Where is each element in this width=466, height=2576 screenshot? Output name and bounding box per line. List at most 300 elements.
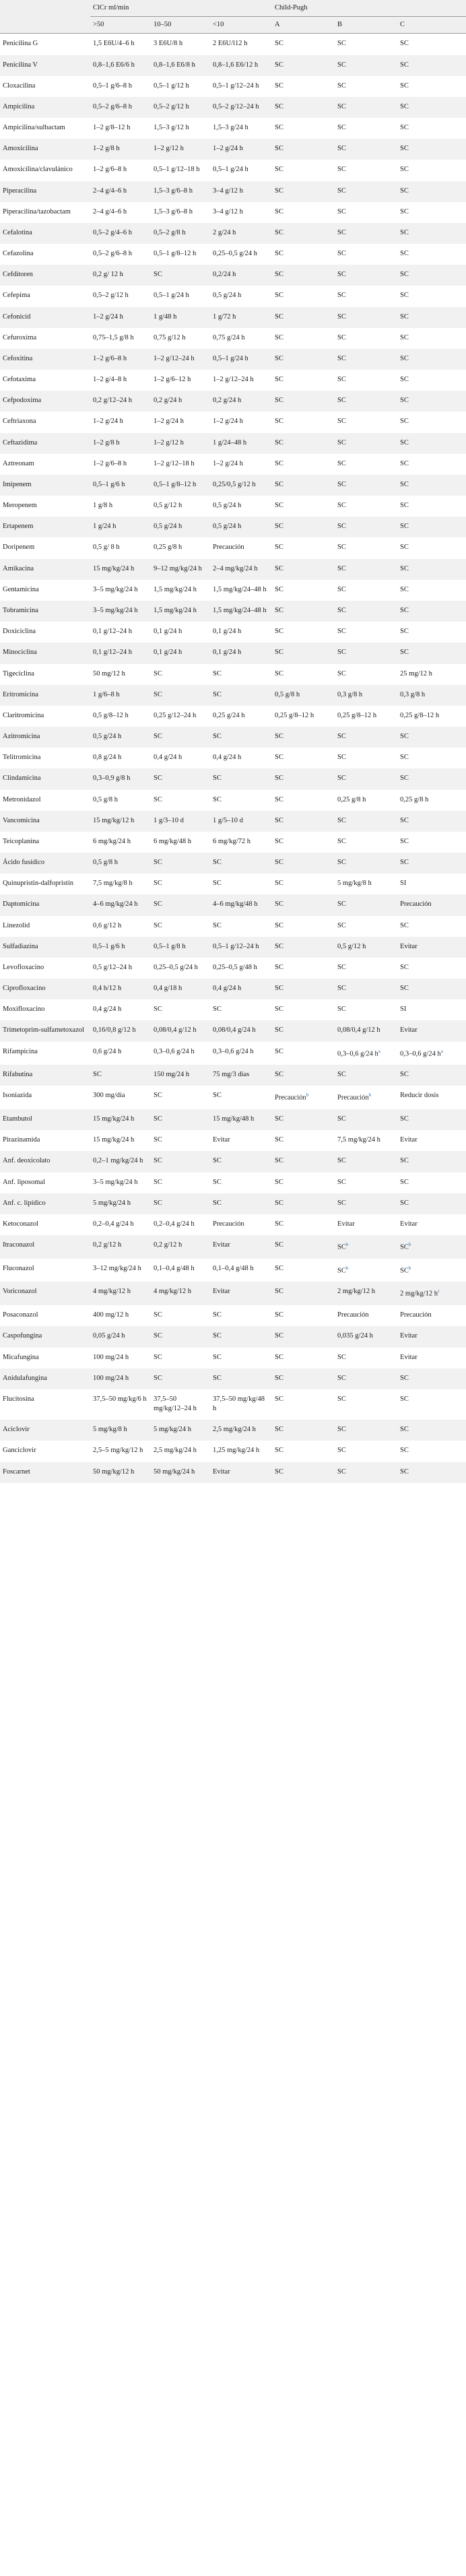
dose-cell [90, 664, 151, 685]
dose-cell [335, 768, 397, 789]
dose-cell [335, 1259, 397, 1282]
dose-value: SC [213, 1178, 222, 1186]
dose-value: 1–2 g/24 h [154, 418, 184, 426]
drug-name: Sulfadiazina [0, 937, 90, 958]
dose-cell [335, 244, 397, 265]
dose-cell [151, 937, 210, 958]
dose-cell [335, 454, 397, 475]
dose-value: 300 mg/día [93, 1092, 125, 1100]
dose-cell [335, 265, 397, 286]
dose-cell [90, 1462, 151, 1483]
dose-cell [151, 349, 210, 370]
dose-cell [335, 433, 397, 454]
dose-value: SC [337, 1426, 346, 1434]
dose-cell [151, 790, 210, 811]
dose-value: 1–2 g/12–24 h [213, 376, 254, 384]
dose-value: 7,5 mg/kg/24 h [337, 1136, 380, 1144]
dose-cell [151, 1130, 210, 1151]
dose-cell [397, 475, 466, 496]
dose-value: SC [213, 669, 222, 678]
footnote-ref[interactable] [441, 1047, 443, 1054]
drug-name: Ampicilina [0, 97, 90, 118]
dose-cell [210, 768, 272, 789]
dose-value: SC [337, 376, 346, 384]
dose-cell [272, 537, 335, 558]
drug-name: Trimetoprim-sulfametoxazol [0, 1020, 90, 1041]
dose-value: 2 g/24 h [213, 228, 236, 236]
dose-value: SC [400, 124, 409, 132]
drug-name: Meropenem [0, 496, 90, 517]
dose-cell [397, 139, 466, 160]
dose-value: SC [275, 166, 284, 174]
dose-value: SC [337, 312, 346, 321]
dose-value: SC [275, 376, 284, 384]
dose-value: SC [337, 669, 346, 678]
table-row [0, 1151, 466, 1172]
dose-cell [272, 34, 335, 55]
table-row [0, 727, 466, 748]
dose-cell [272, 1368, 335, 1389]
dose-value: 0,25 g/24 h [213, 711, 245, 719]
dose-cell [272, 1462, 335, 1483]
dose-cell [397, 937, 466, 958]
dose-value: 1,5 mg/kg/24 h [154, 585, 197, 593]
dose-cell [272, 517, 335, 537]
dose-cell [335, 1389, 397, 1420]
table-row [0, 580, 466, 601]
dose-value: 0,2 g/ 12 h [93, 271, 123, 279]
drug-name: Rifabutina [0, 1065, 90, 1086]
drug-name: Anidulafungina [0, 1368, 90, 1389]
table-row [0, 160, 466, 180]
dose-cell [90, 832, 151, 853]
footnote-ref[interactable] [378, 1047, 380, 1054]
dose-value: SC [337, 1395, 346, 1403]
dose-value: 0,8–1,6 E6/6 h [93, 61, 135, 69]
dose-value: SC [275, 1311, 284, 1319]
dose-cell [90, 748, 151, 768]
drug-name: Ácido fusídico [0, 853, 90, 873]
dose-cell [397, 685, 466, 706]
footnote-ref[interactable] [346, 1241, 349, 1247]
dose-value: 1 g/8 h [93, 502, 113, 510]
dose-value: 0,75–1,5 g/8 h [93, 333, 134, 341]
dose-cell [335, 642, 397, 663]
dose-cell [210, 1462, 272, 1483]
dose-cell [210, 748, 272, 768]
dose-cell [397, 265, 466, 286]
dose-value: Evitar [213, 1467, 230, 1476]
dose-cell [335, 496, 397, 517]
dose-cell [397, 1348, 466, 1368]
table-row [0, 999, 466, 1020]
drug-name: Aciclovir [0, 1420, 90, 1441]
dose-value: 50 mg/kg/12 h [93, 1467, 135, 1476]
dose-cell [397, 391, 466, 411]
table-row [0, 1065, 466, 1086]
footnote-link[interactable]: c [438, 1288, 440, 1294]
dose-cell [397, 706, 466, 727]
dose-value: SC [275, 207, 284, 216]
dose-value: 0,1 g/24 h [213, 649, 242, 657]
footnote-link[interactable]: b [345, 1265, 349, 1271]
dose-value: Evitar [400, 1026, 418, 1034]
table-row [0, 1389, 466, 1420]
dose-cell [90, 1368, 151, 1389]
drug-name: Minociclina [0, 642, 90, 663]
dose-value: SC [154, 859, 162, 867]
dose-value: 1,5 mg/kg/24–48 h [213, 585, 267, 593]
dose-value: 0,2–0,4 g/24 h [93, 1220, 134, 1228]
dose-value: SC [400, 61, 409, 69]
dose-value: Evitar [400, 1136, 418, 1144]
dose-cell [272, 706, 335, 727]
dose-value: 0,2–1 mg/kg/24 h [93, 1157, 143, 1165]
dose-value: SC [275, 733, 284, 741]
dose-value: SC [337, 1243, 346, 1251]
dose-value: SC [337, 1157, 346, 1165]
dose-value: Evitar [337, 1220, 355, 1228]
dose-value: 4 mg/kg/12 h [93, 1288, 131, 1296]
drug-name: Azitromicina [0, 727, 90, 748]
dose-value: SC [154, 271, 162, 279]
dose-value: 2,5 mg/kg/24 h [154, 1447, 197, 1455]
dose-cell [90, 349, 151, 370]
dose-cell [272, 139, 335, 160]
drug-name: Clindamicina [0, 768, 90, 789]
drug-name: Piperacilina/tazobactam [0, 202, 90, 223]
dose-value: SC [275, 1447, 284, 1455]
footnote-link[interactable]: a [378, 1048, 380, 1054]
dose-value: 0,25 g/8–12 h [400, 711, 440, 719]
footnote-ref[interactable] [346, 1264, 349, 1271]
dose-value: SC [154, 1005, 162, 1014]
table-row [0, 811, 466, 832]
dose-value: SC [337, 418, 346, 426]
dose-cell [397, 118, 466, 139]
dose-value: 0,5–1 g/8–12 h [154, 480, 197, 488]
footnote-ref[interactable] [409, 1241, 411, 1247]
dose-cell [210, 1130, 272, 1151]
dose-cell [272, 223, 335, 244]
drug-name: Linezolid [0, 916, 90, 937]
dose-value: SC [213, 1005, 222, 1014]
dose-cell [272, 244, 335, 265]
dose-value: 0,5–2 g/12 h [154, 102, 189, 110]
dose-cell [210, 1259, 272, 1282]
footnote-link[interactable]: b [368, 1092, 372, 1098]
table-row [0, 937, 466, 958]
dose-cell [151, 328, 210, 349]
dose-value: SC [275, 628, 284, 636]
dose-value: SC [400, 228, 409, 236]
dose-value: 1–2 g/8 h [93, 438, 120, 447]
dose-value: 0,5–1 g/6 h [93, 480, 125, 488]
dose-value: SC [154, 880, 162, 888]
dose-cell [397, 349, 466, 370]
dose-cell [397, 748, 466, 768]
dose-value: SC [337, 354, 346, 362]
dose-cell [335, 349, 397, 370]
dose-cell [272, 433, 335, 454]
dose-cell [335, 1173, 397, 1193]
dose-value: SC [154, 774, 162, 783]
dose-cell [210, 286, 272, 306]
dose-cell [151, 1235, 210, 1259]
dose-cell [397, 370, 466, 391]
header-empty-cell [0, 17, 90, 34]
footnote-link[interactable]: b [345, 1242, 349, 1248]
dose-cell [210, 1214, 272, 1235]
dose-value: SC [275, 1005, 284, 1014]
table-row [0, 1441, 466, 1461]
dose-cell [210, 811, 272, 832]
dose-value: 3–4 g/12 h [213, 187, 243, 195]
dose-value: SC [213, 921, 222, 929]
table-row [0, 1235, 466, 1259]
dose-cell [397, 97, 466, 118]
dose-cell [90, 244, 151, 265]
dose-value: SC [275, 1157, 284, 1165]
drug-name: Ganciclovir [0, 1441, 90, 1461]
dose-value: SC [400, 502, 409, 510]
dose-cell [90, 1130, 151, 1151]
drug-name: Imipenem [0, 475, 90, 496]
dose-cell [90, 601, 151, 622]
dose-cell [335, 286, 397, 306]
dose-value: 0,3 g/8 h [337, 690, 363, 698]
dose-value: SC [213, 1092, 222, 1100]
dose-value: SC [400, 1467, 409, 1476]
dose-value: 1,5 E6U/4–6 h [93, 40, 135, 48]
dose-cell [90, 937, 151, 958]
dose-cell [397, 1368, 466, 1389]
dose-cell [397, 559, 466, 580]
table-row [0, 916, 466, 937]
dose-value: 1–2 g/24 h [213, 459, 243, 467]
dose-cell [90, 1389, 151, 1420]
dose-value: SC [337, 1467, 346, 1476]
dose-value: SC [337, 1005, 346, 1014]
dose-value: 100 mg/24 h [93, 1353, 129, 1361]
dose-cell [210, 202, 272, 223]
dose-value: 3–5 mg/kg/24 h [93, 606, 138, 614]
dose-cell [210, 873, 272, 894]
dose-cell [335, 580, 397, 601]
dose-cell [151, 411, 210, 432]
dose-cell [210, 76, 272, 97]
dose-cell [397, 517, 466, 537]
dose-cell [335, 391, 397, 411]
dose-cell [210, 958, 272, 979]
table-row [0, 1193, 466, 1214]
header-col: C [397, 17, 466, 34]
dose-cell [151, 223, 210, 244]
dose-cell [210, 537, 272, 558]
dose-cell [335, 1235, 397, 1259]
dose-cell [210, 1109, 272, 1130]
dose-cell [335, 1193, 397, 1214]
dose-value: SC [337, 1199, 346, 1207]
footnote-ref[interactable] [306, 1091, 309, 1098]
dose-value: SC [400, 1071, 409, 1079]
drug-name: Foscarnet [0, 1462, 90, 1483]
dose-cell [335, 685, 397, 706]
dose-cell [151, 1109, 210, 1130]
dose-cell [210, 496, 272, 517]
dose-cell [272, 727, 335, 748]
dose-cell [272, 454, 335, 475]
dose-value: SC [337, 166, 346, 174]
dose-cell [90, 768, 151, 789]
dose-cell [272, 160, 335, 180]
dose-value: 0,25 g/8 h [337, 795, 366, 803]
dose-cell [397, 601, 466, 622]
dose-cell [210, 790, 272, 811]
dose-value: SC [275, 1136, 284, 1144]
footnote-ref[interactable] [369, 1091, 372, 1098]
dose-cell [210, 97, 272, 118]
dose-value: 1,5–3 g/24 h [213, 124, 248, 132]
dose-value: SC [400, 1115, 409, 1123]
table-row [0, 1326, 466, 1347]
dose-cell [335, 832, 397, 853]
dose-value: SC [337, 585, 346, 593]
dose-value: 0,3–0,6 g/24 h [400, 1050, 441, 1058]
dose-cell [397, 244, 466, 265]
dose-cell [397, 1441, 466, 1461]
dose-cell [90, 1235, 151, 1259]
table-row [0, 454, 466, 475]
dose-value: 0,5–1 g/12–24 h [213, 942, 259, 950]
dose-cell [151, 1086, 210, 1109]
dose-cell [210, 433, 272, 454]
drug-name: Daptomicina [0, 894, 90, 915]
dose-value: SC [275, 480, 284, 488]
dose-value: 0,5 g/24 h [93, 733, 122, 741]
dose-value: SC [400, 733, 409, 741]
dose-cell [210, 118, 272, 139]
dose-value: 0,2 g/24 h [154, 397, 182, 405]
dose-value: SC [213, 1157, 222, 1165]
dose-cell [210, 706, 272, 727]
dose-value: SC [400, 250, 409, 258]
dose-cell [90, 727, 151, 748]
dose-value: 0,2/24 h [213, 271, 236, 279]
dose-value: SC [275, 1353, 284, 1361]
dose-cell [272, 979, 335, 999]
dose-cell [272, 853, 335, 873]
footnote-ref[interactable] [438, 1287, 440, 1294]
dose-value: 0,2 g/24 h [213, 397, 242, 405]
dose-cell [272, 202, 335, 223]
dose-cell [210, 1348, 272, 1368]
dose-value: 3–4 g/12 h [213, 207, 243, 216]
dose-value: 1,5 mg/kg/24 h [154, 606, 197, 614]
dose-value: Precaución [400, 1311, 432, 1319]
dose-cell [272, 1020, 335, 1041]
dose-value: SC [337, 921, 346, 929]
footnote-link[interactable]: b [408, 1242, 411, 1248]
footnote-link[interactable]: a [440, 1048, 443, 1054]
dose-value: SC [337, 502, 346, 510]
dose-cell [151, 853, 210, 873]
dose-value: 1–2 g/6–8 h [93, 459, 127, 467]
footnote-link[interactable]: b [306, 1092, 309, 1098]
table-row [0, 391, 466, 411]
dose-cell [151, 202, 210, 223]
dose-value: 15 mg/kg/48 h [213, 1115, 255, 1123]
table-row [0, 55, 466, 76]
dose-value: 0,8 g/24 h [93, 754, 122, 762]
dose-value: SC [400, 1267, 409, 1275]
dose-value: SC [400, 312, 409, 321]
dose-cell [272, 1282, 335, 1305]
dose-cell [151, 979, 210, 999]
dose-value: 0,5 g/24 h [213, 292, 242, 300]
dose-value: Reducir dosis [400, 1092, 439, 1100]
dose-cell [210, 937, 272, 958]
footnote-link[interactable]: b [408, 1265, 411, 1271]
dose-cell [210, 1065, 272, 1086]
dose-cell [335, 727, 397, 748]
drug-name: Fluconazol [0, 1259, 90, 1282]
dose-value: 0,5 g/24 h [213, 502, 242, 510]
dose-value: 0,1 g/12–24 h [93, 649, 133, 657]
dose-value: SC [275, 1199, 284, 1207]
dose-cell [272, 1420, 335, 1441]
dose-cell [397, 979, 466, 999]
drug-name: Eritromicina [0, 685, 90, 706]
dose-cell [397, 55, 466, 76]
dose-value: SC [213, 774, 222, 783]
dose-cell [90, 790, 151, 811]
dose-cell [210, 244, 272, 265]
drug-name: Doxiciclina [0, 622, 90, 642]
dose-cell [90, 55, 151, 76]
dose-cell [397, 1214, 466, 1235]
dose-value: 1–2 g/24 h [93, 418, 123, 426]
dose-value: 0,4 h/12 h [93, 985, 122, 993]
dose-value: Evitar [400, 1220, 418, 1228]
dose-cell [335, 1348, 397, 1368]
dose-value: SC [400, 292, 409, 300]
footnote-ref[interactable] [409, 1264, 411, 1271]
dose-value: 5 mg/kg/24 h [154, 1426, 192, 1434]
dose-cell [335, 202, 397, 223]
dose-cell [335, 790, 397, 811]
dose-value: 0,5–1 g/12–24 h [213, 81, 259, 90]
dose-value: SC [275, 921, 284, 929]
table-row [0, 307, 466, 328]
dose-value: SC [154, 1311, 162, 1319]
dose-value: 2–4 g/4–6 h [93, 187, 127, 195]
dose-cell [90, 916, 151, 937]
dose-value: SC [337, 837, 346, 845]
table-row [0, 139, 466, 160]
dose-value: SC [400, 166, 409, 174]
dose-cell [335, 958, 397, 979]
dose-cell [90, 811, 151, 832]
dose-value: 0,25 g/8–12 h [337, 711, 377, 719]
dose-value: SC [275, 963, 284, 971]
dose-cell [210, 1193, 272, 1214]
dose-value: 1,5–3 g/6–8 h [154, 187, 193, 195]
dose-cell [397, 1109, 466, 1130]
dose-value: SC [337, 985, 346, 993]
dose-cell [90, 286, 151, 306]
dose-value: 0,8–1,6 E6/12 h [213, 61, 259, 69]
